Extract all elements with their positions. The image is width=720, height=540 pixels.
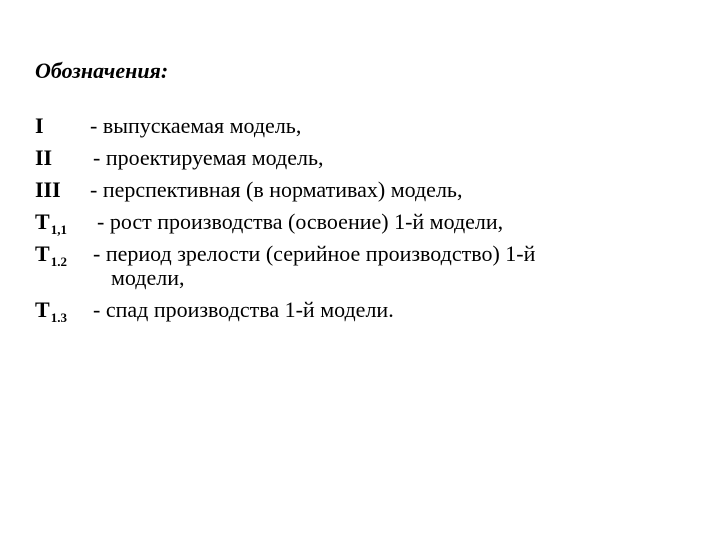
legend-item-2 [35, 142, 695, 174]
legend-description: - проектируемая модель, [93, 145, 324, 170]
legend-list [35, 110, 695, 326]
legend-subscript: 1,1 [50, 222, 67, 237]
legend-symbol: III [35, 177, 61, 202]
legend-symbol: I [35, 113, 44, 138]
legend-symbol: $T_{1.3}$ [35, 297, 67, 325]
legend-description: - рост производства (освоение) 1-й модели, [97, 209, 504, 234]
legend-description-continuation: модели, [111, 265, 185, 290]
legend-symbol: II [35, 145, 53, 170]
legend-description: - перспективная (в нормативах) модель, [90, 177, 463, 202]
legend-description [93, 242, 613, 290]
legend-heading: Обозначения: [35, 58, 169, 83]
legend-description: - выпускаемая модель, [90, 113, 302, 138]
legend-item-5 [35, 238, 695, 294]
legend-subscript: 1.3 [50, 310, 67, 325]
legend-symbol: $T_{1.2}$ [35, 241, 67, 269]
legend-item-6 [35, 294, 695, 326]
legend-description-line: - период зрелости (серийное производство) 1-й [93, 241, 536, 266]
legend-description: - спад производства 1-й модели. [93, 297, 394, 322]
legend-item-4 [35, 206, 695, 238]
legend-symbol: $T_{1,1}$ [35, 209, 67, 237]
legend-subscript: 1.2 [50, 254, 67, 269]
legend-item-3 [35, 174, 695, 206]
legend-item-1 [35, 110, 695, 142]
